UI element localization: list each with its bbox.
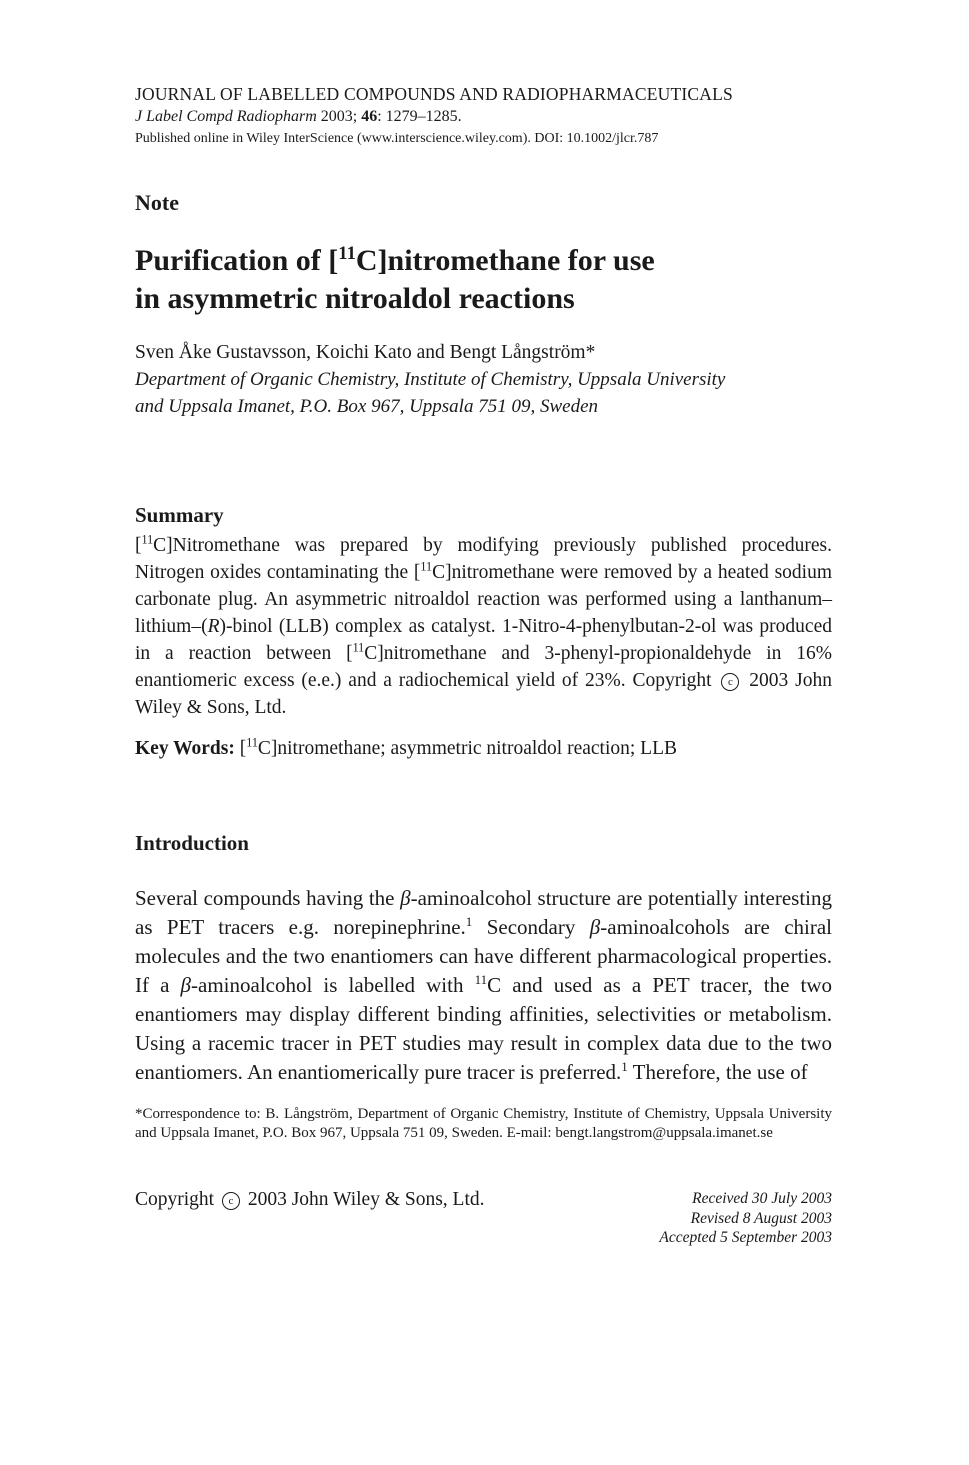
revised-date: Revised 8 August 2003: [690, 1209, 832, 1227]
title-line-2: in asymmetric nitroaldol reactions: [135, 282, 575, 315]
affiliation-line-2: and Uppsala Imanet, P.O. Box 967, Uppsala 751 09, Sweden: [135, 396, 599, 417]
title-text: C]nitromethane for use: [355, 244, 655, 277]
summary-text: [$^{11}$C]Nitromethane was prepared by modifying previously published procedures. Nitrogen oxides contaminating the [$^{11}$C]nitromethane were removed by a heated sodium carbonate plug. An asymmetric nitroaldol reaction was performed using a lanthanum–lithium–(R)-binol (LLB) complex as catalyst. 1-Nitro-4-phenylbutan-2-ol was produced in a reaction between [$^{11}$C]nitromethane and 3-phenyl-propionaldehyde in 16% enantiomeric excess (e.e.) and a radiochemical yield of 23%. Copyright c 2003 John Wiley & Sons, Ltd.: [135, 532, 832, 718]
article-dates: [659, 1189, 832, 1248]
copyright-icon: c: [721, 673, 739, 691]
citation-volume: 46: [361, 108, 378, 125]
affiliation: [135, 366, 832, 420]
article-title: [135, 242, 832, 318]
affiliation-line-1: Department of Organic Chemistry, Institute of Chemistry, Uppsala University: [135, 369, 726, 390]
title-text: Purification of [: [135, 244, 339, 277]
accepted-date: Accepted 5 September 2003: [659, 1229, 832, 1246]
title-superscript: 11: [338, 243, 356, 264]
citation-pages: : 1279–1285.: [377, 108, 462, 125]
article-page: [135, 82, 832, 1257]
authors: Sven Åke Gustavsson, Koichi Kato and Bengt Långström*: [135, 342, 596, 363]
article-type-label: Note: [135, 190, 179, 215]
copyright-icon: c: [222, 1192, 240, 1210]
received-date: Received 30 July 2003: [692, 1190, 832, 1207]
page-footer: [135, 1187, 832, 1257]
keywords: Key Words: [$^{11}$C]nitromethane; asymmetric nitroaldol reaction; LLB: [135, 735, 678, 759]
footer-copyright: Copyright c 2003 John Wiley & Sons, Ltd.: [135, 1189, 485, 1210]
keywords-label: Key Words:: [135, 738, 235, 759]
introduction-heading: Introduction: [135, 831, 249, 855]
correspondence-footnote: *Correspondence to: B. Långström, Department of Organic Chemistry, Institute of Chemistry, Uppsala University and Uppsala Imanet, P.O. Box 967, Uppsala 751 09, Sweden. E-mail: bengt.langstrom@uppsala.imanet.se: [135, 1106, 832, 1141]
citation: [135, 106, 832, 128]
published-online: Published online in Wiley InterScience (www.interscience.wiley.com). DOI: 10.1002/jlcr.787: [135, 131, 659, 146]
summary-heading: Summary: [135, 503, 224, 527]
citation-journal: J Label Compd Radiopharm: [135, 108, 317, 125]
journal-name: JOURNAL OF LABELLED COMPOUNDS AND RADIOPHARMACEUTICALS: [135, 84, 733, 104]
citation-year: 2003;: [316, 108, 362, 125]
introduction-text: Several compounds having the β-aminoalcohol structure are potentially interesting as PET tracers e.g. norepinephrine.$^1$ Secondary β-aminoalcohols are chiral molecules and the two enantiomers can have different pharmacological properties. If a β-aminoalcohol is labelled with $^{11}$C and used as a PET tracer, the two enantiomers may display different binding affinities, selectivities or metabolism. Using a racemic tracer in PET studies may result in complex data due to the two enantiomers. An enantiomerically pure tracer is preferred.$^1$ Therefore, the use of: [135, 886, 833, 1084]
